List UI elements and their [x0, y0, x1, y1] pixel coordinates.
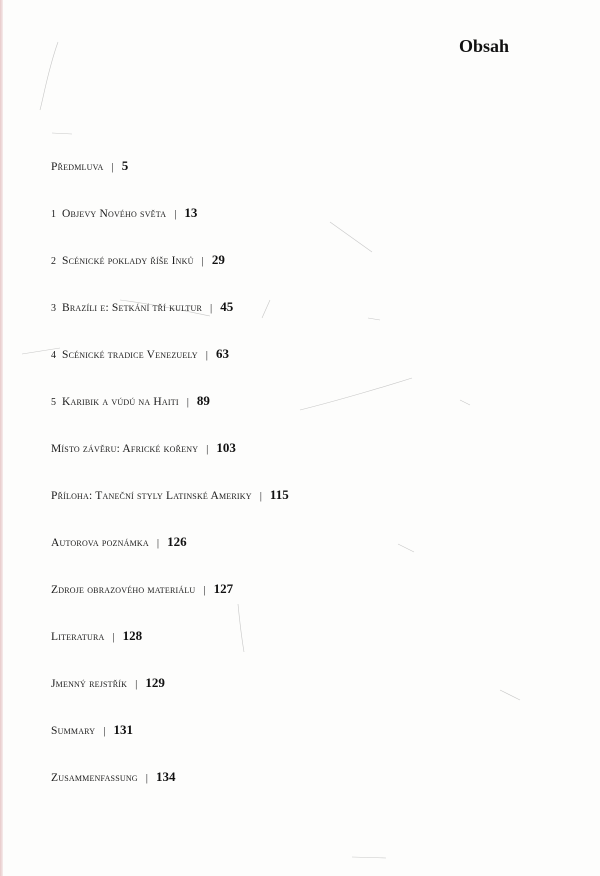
- page-number: 13: [184, 205, 198, 220]
- toc-entry[interactable]: [51, 487, 289, 503]
- page-number: 128: [122, 628, 143, 643]
- entry-label: Autorova poznámka: [51, 537, 149, 549]
- entry-label: Scénické poklady říše Inků: [62, 255, 194, 267]
- entry-label: Předmluva: [51, 161, 104, 173]
- page-number: 131: [113, 722, 133, 737]
- entry-label: Summary: [51, 725, 96, 737]
- separator: |: [206, 443, 209, 455]
- toc-title: Obsah: [458, 36, 509, 56]
- entry-label: Scénické tradice Venezuely: [62, 349, 198, 361]
- chapter-number: 2: [51, 256, 56, 267]
- chapter-number: 3: [51, 303, 56, 314]
- page-number: 126: [167, 534, 187, 549]
- toc-entry[interactable]: [51, 299, 233, 315]
- toc-entry[interactable]: [51, 205, 197, 221]
- separator: |: [201, 255, 204, 267]
- entry-label: Jmenný rejstřík: [51, 678, 128, 690]
- separator: |: [186, 396, 189, 408]
- toc-entry[interactable]: [51, 534, 187, 550]
- chapter-number: 1: [51, 209, 56, 220]
- entry-label: Zusammenfassung: [51, 772, 138, 784]
- entry-label: Karibik a vúdú na Haiti: [62, 396, 179, 408]
- separator: |: [145, 772, 148, 784]
- separator: |: [112, 631, 115, 643]
- toc-entry[interactable]: [51, 722, 133, 738]
- page-number: 127: [213, 581, 234, 596]
- separator: |: [210, 302, 213, 314]
- entry-label: Objevy Nového světa: [62, 208, 167, 220]
- separator: |: [205, 349, 208, 361]
- toc-entry[interactable]: [51, 675, 165, 691]
- page-number: 89: [196, 393, 210, 408]
- separator: |: [103, 725, 106, 737]
- page-number: 129: [145, 675, 165, 690]
- separator: |: [156, 537, 160, 549]
- toc-entry[interactable]: [51, 769, 176, 785]
- entry-label: Zdroje obrazového materiálu: [51, 584, 196, 596]
- entry-label: Místo závěru: Africké kořeny: [51, 443, 199, 455]
- chapter-number: 4: [51, 350, 56, 361]
- separator: |: [174, 208, 177, 220]
- toc-entry[interactable]: [51, 393, 210, 409]
- toc-entry[interactable]: [51, 158, 128, 174]
- toc-entry[interactable]: [51, 346, 229, 362]
- page-number: 63: [215, 346, 229, 361]
- separator: |: [259, 490, 262, 502]
- toc-entry[interactable]: [51, 628, 142, 644]
- toc-entry[interactable]: [51, 581, 233, 597]
- entry-label: Literatura: [51, 631, 105, 643]
- toc-entry[interactable]: [51, 252, 225, 268]
- chapter-number: 5: [51, 397, 56, 408]
- page-number: 134: [156, 769, 176, 784]
- entry-label: Brazíli e: Setkání tří kultur: [62, 302, 203, 314]
- page-number: 5: [121, 158, 129, 173]
- entry-label: Příloha: Taneční styly Latinské Ameriky: [51, 490, 252, 502]
- page-number: 45: [220, 299, 234, 314]
- page-number: 103: [216, 440, 236, 455]
- separator: |: [203, 584, 206, 596]
- separator: |: [111, 161, 114, 173]
- separator: |: [135, 678, 138, 690]
- toc-entry[interactable]: [51, 440, 236, 456]
- page-number: 115: [269, 487, 289, 502]
- page-number: 29: [211, 252, 225, 267]
